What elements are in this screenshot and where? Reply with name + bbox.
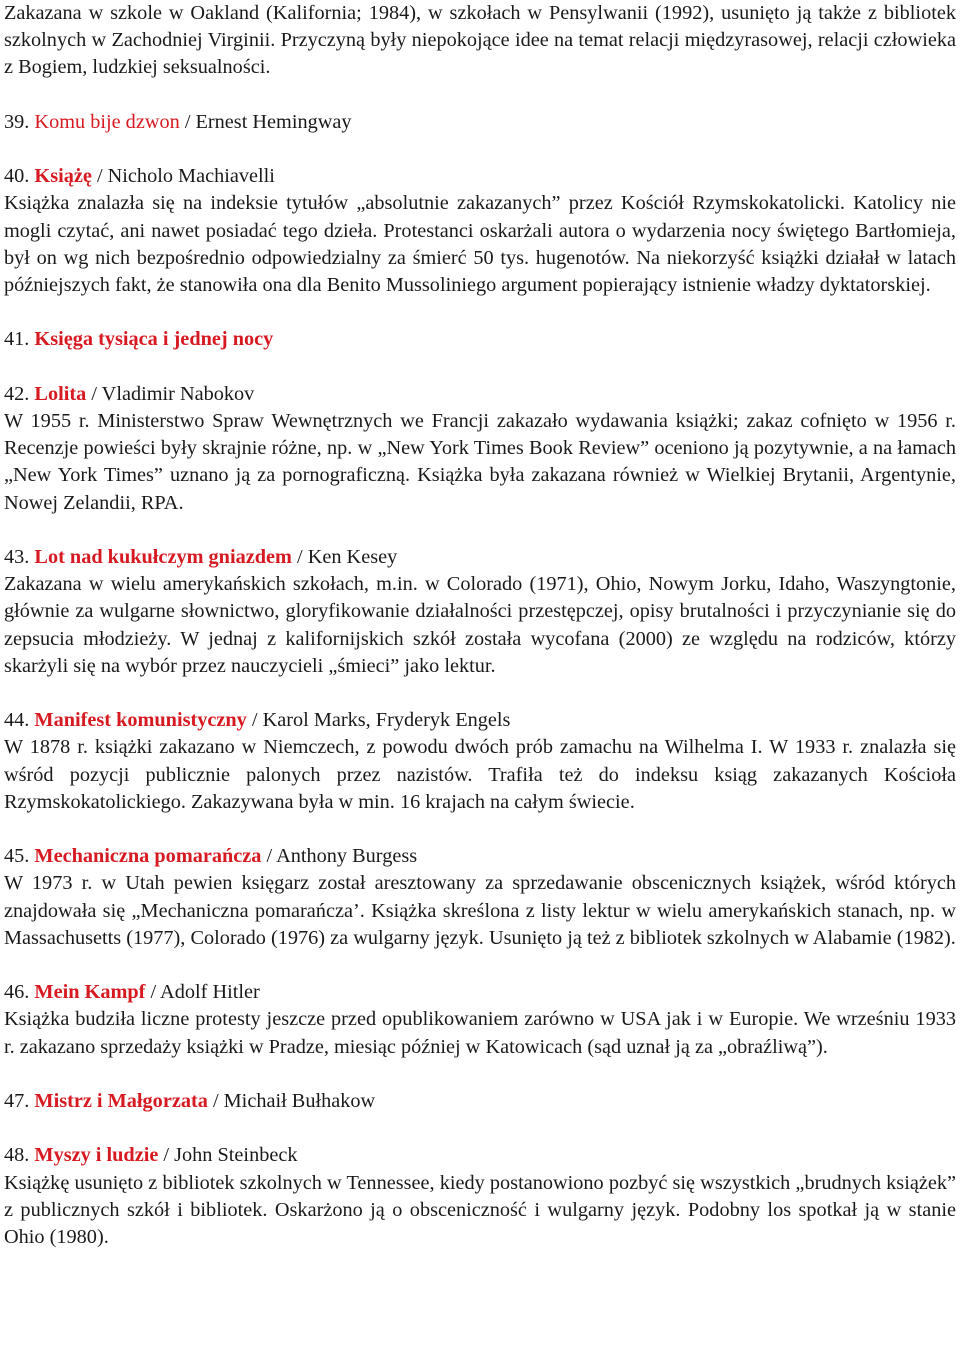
book-title-link[interactable]: Księga tysiąca i jednej nocy <box>34 328 274 351</box>
book-author: / Vladimir Nabokov <box>86 382 255 405</box>
book-number: 42. <box>4 382 35 405</box>
book-entry-heading <box>4 544 956 571</box>
book-entry-heading <box>4 163 956 190</box>
book-description: Zakazana w wielu amerykańskich szkołach, m.in. w Colorado (1971), Ohio, Nowym Jorku, Idaho, Waszyngtonie, głównie za wulgarne słownictwo, gloryfikowanie działalności przestępczej, opisy brutalności i przyczynianie się do zepsucia młodzieży. W jednaj z kalifornijskich szkół została wycofana (2000) ze względu na rodziców, którzy skarżyli się na wybór przez nauczycieli „śmieci” jako lektur. <box>4 573 956 677</box>
book-title-link[interactable]: Książę <box>34 165 92 188</box>
book-description: W 1973 r. w Utah pewien księgarz został aresztowany za sprzedawanie obscenicznych książek, wśród których znajdowała się „Mechaniczna pomarańcza’. Książka skreślona z listy lektur w wielu amerykańskich stanach, np. w Massachusetts (1977), Colorado (1976) za wulgarny język. Usunięto ją też z bibliotek szkolnych w Alabamie (1982). <box>4 872 956 949</box>
book-title-link[interactable]: Manifest komunistyczny <box>34 709 247 732</box>
book-title-link[interactable]: Lolita <box>34 382 87 405</box>
book-entry-heading <box>4 109 956 136</box>
book-title-link[interactable]: Komu bije dzwon <box>34 110 180 133</box>
book-entry-heading <box>4 707 956 734</box>
book-entry <box>4 979 956 1061</box>
book-number: 43. <box>4 545 35 568</box>
book-entry <box>4 843 956 952</box>
book-author: / Anthony Burgess <box>261 845 418 868</box>
book-number: 40. <box>4 165 35 188</box>
book-description: W 1955 r. Ministerstwo Spraw Wewnętrznych we Francji zakazało wydawania książki; zakaz cofnięto w 1956 r. Recenzje powieści były skrajnie różne, np. w „New York Times Book Review” oceniono ją pozytywnie, a na łamach „New York Times” uznano ją za pornograficzną. Książka była zakazana również w Wielkiej Brytanii, Argentynie, Nowej Zelandii, RPA. <box>4 409 956 514</box>
book-entry <box>4 1142 956 1251</box>
book-number: 45. <box>4 845 35 868</box>
book-title-link[interactable]: Myszy i ludzie <box>34 1144 159 1167</box>
book-description: Książka budziła liczne protesty jeszcze przed opublikowaniem zarówno w USA jak i w Europie. We wrześniu 1933 r. zakazano sprzedaży książki w Pradze, miesiąc później w Katowicach (sąd uznał ją za „obraźliwą”). <box>4 1008 956 1058</box>
book-entry-heading <box>4 979 956 1006</box>
book-list <box>4 109 956 1251</box>
book-title-link[interactable]: Mistrz i Małgorzata <box>34 1089 208 1112</box>
book-author: / Ernest Hemingway <box>179 110 352 133</box>
book-entry <box>4 544 956 680</box>
book-entry-heading <box>4 1088 956 1115</box>
book-entry <box>4 381 956 517</box>
book-entry <box>4 163 956 299</box>
book-entry-heading <box>4 843 956 870</box>
book-entry <box>4 109 956 136</box>
book-description: Książkę usunięto z bibliotek szkolnych w Tennessee, kiedy postanowiono pozbyć się wszystkich „brudnych książek” z publicznych szkół i bibliotek. Oskarżono ją o obsceniczność i wulgarny język. Podobny los spotkał ją w stanie Ohio (1980). <box>4 1171 956 1248</box>
book-author: / Nicholo Machiavelli <box>91 165 275 188</box>
intro-paragraph <box>4 0 956 82</box>
book-entry <box>4 707 956 816</box>
book-title-link[interactable]: Mechaniczna pomarańcza <box>34 845 262 868</box>
book-description: Książka znalazła się na indeksie tytułów „absolutnie zakazanych” przez Kościół Rzymskokatolicki. Katolicy nie mogli czytać, ani nawet posiadać tego dzieła. Protestanci oskarżali autora o wydarzenia nocy świętego Bartłomieja, był on wg nich bezpośrednio odpowiedzialny za śmierć 50 tys. hugenotów. Na niekorzyść książki działał w latach późniejszych fakt, że stanowiła ona dla Benito Mussoliniego argument popierający istnienie władzy dyktatorskiej. <box>4 192 956 296</box>
book-title-link[interactable]: Lot nad kukułczym gniazdem <box>34 545 292 568</box>
book-number: 39. <box>4 110 35 133</box>
book-number: 44. <box>4 709 35 732</box>
book-number: 41. <box>4 328 35 351</box>
book-entry-heading <box>4 381 956 408</box>
book-author: / John Steinbeck <box>158 1144 298 1167</box>
book-entry <box>4 1088 956 1115</box>
book-author: / Adolf Hitler <box>145 981 260 1004</box>
book-entry <box>4 326 956 353</box>
book-author: / Karol Marks, Fryderyk Engels <box>246 709 511 732</box>
book-description: W 1878 r. książki zakazano w Niemczech, z powodu dwóch prób zamachu na Wilhelma I. W 1933 r. znalazła się wśród pozycji publicznie palonych przez nazistów. Trafiła też do indeksu ksiąg zakazanych Kościoła Rzymskokatolickiego. Zakazywana była w min. 16 krajach na całym świecie. <box>4 736 956 813</box>
book-number: 46. <box>4 981 35 1004</box>
book-author: / Ken Kesey <box>291 545 398 568</box>
book-number: 47. <box>4 1089 35 1112</box>
book-entry-heading <box>4 1142 956 1169</box>
intro-text: Zakazana w szkole w Oakland (Kalifornia; 1984), w szkołach w Pensylwanii (1992), usunięto ją także z bibliotek szkolnych w Zachodniej Virginii. Przyczyną były niepokojące idee na temat relacji międzyrasowej, relacji człowieka z Bogiem, ludzkiej seksualności. <box>4 2 956 79</box>
book-number: 48. <box>4 1144 35 1167</box>
book-title-link[interactable]: Mein Kampf <box>34 981 146 1004</box>
book-author: / Michaił Bułhakow <box>207 1089 376 1112</box>
book-entry-heading <box>4 326 956 353</box>
